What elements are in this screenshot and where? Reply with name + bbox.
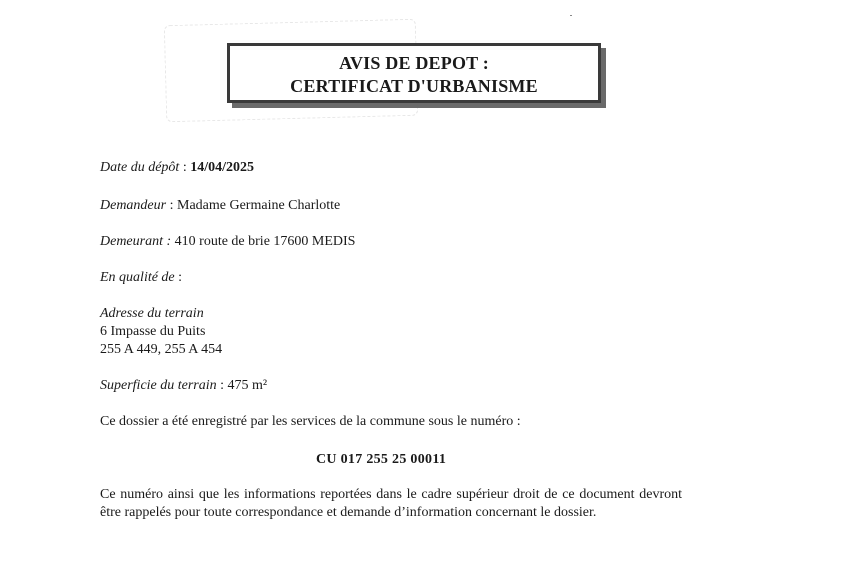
land-area-value: : 475 m² [216, 378, 268, 393]
land-address-label-row [100, 306, 204, 322]
date-label: Date du dépôt [100, 160, 180, 175]
notice-paragraph: Ce numéro ainsi que les informations reportées dans le cadre supérieur droit de ce document devront être rappelés pour toute correspondance et demande d’information concernant le dossier. [100, 487, 682, 520]
land-address-line-1: 6 Impasse du Puits [100, 324, 206, 339]
capacity-label: En qualité de [100, 270, 175, 285]
title-line-2: CERTIFICAT D'URBANISME [290, 76, 538, 96]
applicant-label: Demandeur [100, 198, 167, 213]
date-value: 14/04/2025 [190, 160, 254, 175]
title-line-1: AVIS DE DEPOT : [339, 53, 489, 73]
scan-speck [570, 15, 572, 16]
residence-label: Demeurant : [100, 234, 172, 249]
land-parcels-line: 255 A 449, 255 A 454 [100, 342, 223, 357]
applicant-separator: : [166, 198, 177, 213]
capacity-separator: : [174, 270, 183, 285]
residence-value: 410 route de brie 17600 MEDIS [171, 234, 356, 249]
date-separator: : [179, 160, 191, 175]
capacity-row [100, 270, 182, 286]
applicant-row [100, 198, 340, 214]
title-box [227, 43, 601, 103]
land-address-label: Adresse du terrain [100, 306, 204, 321]
registration-statement: Ce dossier a été enregistré par les services de la commune sous le numéro : [100, 414, 521, 429]
dossier-number: CU 017 255 25 00011 [316, 452, 447, 467]
residence-row [100, 234, 355, 250]
applicant-value: Madame Germaine Charlotte [177, 198, 341, 213]
land-area-label: Superficie du terrain [100, 378, 217, 393]
date-row [100, 160, 254, 176]
land-area-row [100, 378, 267, 394]
